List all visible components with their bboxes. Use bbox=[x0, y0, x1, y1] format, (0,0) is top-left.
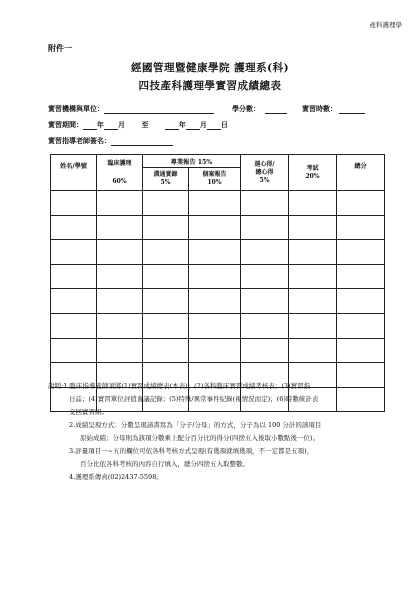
table-row bbox=[51, 264, 385, 289]
note-1-line-a: 說明:1.臨床指導老師須將(1)實習成績總表(本表)；(2)各科臨床實習成績考核表；(3)實習指 bbox=[48, 382, 311, 390]
table-cell[interactable] bbox=[189, 215, 241, 240]
end-month-blank[interactable] bbox=[186, 121, 200, 130]
end-year-blank[interactable] bbox=[165, 121, 179, 130]
table-cell[interactable] bbox=[241, 264, 289, 289]
period-field bbox=[48, 120, 228, 130]
institution-field bbox=[48, 104, 214, 114]
table-cell[interactable] bbox=[241, 215, 289, 240]
table-cell[interactable] bbox=[51, 313, 97, 338]
page-subtitle: 四技產科護理學實習成績總表 bbox=[138, 80, 282, 92]
table-cell[interactable] bbox=[51, 338, 97, 363]
table-cell[interactable] bbox=[337, 215, 385, 240]
col-weekly-header: 週心得/ 總心得 5% bbox=[241, 155, 289, 191]
start-month-blank[interactable] bbox=[104, 121, 118, 130]
table-cell[interactable] bbox=[51, 240, 97, 265]
hours-label: 實習時數： bbox=[302, 104, 337, 113]
table-cell[interactable] bbox=[189, 264, 241, 289]
year-unit: 年 bbox=[97, 120, 104, 129]
table-cell[interactable] bbox=[241, 313, 289, 338]
table-cell[interactable] bbox=[97, 264, 143, 289]
table-cell[interactable] bbox=[241, 289, 289, 314]
month-unit-end: 月 bbox=[199, 120, 207, 129]
note-3-line-a: 3.評量項目一~五的欄位可依各科考核方式呈現(有幾項就填幾項，不一定都是五項)， bbox=[69, 447, 314, 455]
table-cell[interactable] bbox=[97, 338, 143, 363]
teacher-sign-field bbox=[48, 136, 173, 146]
table-cell[interactable] bbox=[189, 240, 241, 265]
table-cell[interactable] bbox=[289, 313, 337, 338]
grade-table bbox=[50, 154, 385, 412]
table-cell[interactable] bbox=[241, 338, 289, 363]
day-unit: 日 bbox=[220, 120, 228, 129]
table-row bbox=[51, 338, 385, 363]
col-comm-header: 溝通實錄 5% bbox=[143, 168, 189, 191]
table-cell[interactable] bbox=[189, 289, 241, 314]
table-row bbox=[51, 289, 385, 314]
note-1-line-b: 日誌；(4)實習單位評值會議記錄；(5)特殊/異常事件紀錄(視情況而定)；(6)時數統計表 bbox=[69, 395, 319, 403]
note-2-line-a: 2.成績呈現方式：分數呈現請書寫為「分子/分母」的方式，分子為以 100 分計的該項目 bbox=[69, 421, 322, 429]
table-cell[interactable] bbox=[289, 289, 337, 314]
table-cell[interactable] bbox=[289, 338, 337, 363]
annex-label: 附件一 bbox=[48, 43, 72, 53]
table-cell[interactable] bbox=[51, 215, 97, 240]
table-cell[interactable] bbox=[337, 313, 385, 338]
table-cell[interactable] bbox=[241, 191, 289, 216]
table-cell[interactable] bbox=[143, 191, 189, 216]
table-cell[interactable] bbox=[51, 289, 97, 314]
note-1-line-c: 交回實習組。 bbox=[69, 408, 108, 416]
table-cell[interactable] bbox=[289, 240, 337, 265]
end-day-blank[interactable] bbox=[207, 121, 221, 130]
credits-label: 學分數： bbox=[232, 104, 260, 113]
table-cell[interactable] bbox=[143, 215, 189, 240]
table-row bbox=[51, 313, 385, 338]
table-cell[interactable] bbox=[143, 313, 189, 338]
credits-blank[interactable] bbox=[265, 105, 287, 114]
col-exam-header: 考試 20% bbox=[289, 155, 337, 191]
table-cell[interactable] bbox=[289, 215, 337, 240]
table-cell[interactable] bbox=[143, 240, 189, 265]
table-cell[interactable] bbox=[143, 338, 189, 363]
col-clinical-header: 臨床護理 60% bbox=[97, 155, 143, 191]
teacher-sign-blank[interactable] bbox=[111, 137, 173, 146]
table-cell[interactable] bbox=[97, 215, 143, 240]
table-row bbox=[51, 191, 385, 216]
table-cell[interactable] bbox=[189, 313, 241, 338]
header-row-1 bbox=[51, 155, 385, 168]
period-label: 實習期間： bbox=[48, 120, 83, 129]
institution-blank[interactable] bbox=[104, 105, 214, 114]
note-2-line-b: 原始成績；分母則為該項分數乘上配分百分比的得分(四捨五入後取小數點後一位)。 bbox=[80, 434, 320, 442]
col-case-header: 個案報告 10% bbox=[189, 168, 241, 191]
hours-field bbox=[302, 104, 365, 114]
teacher-sign-label: 實習指導老師簽名： bbox=[48, 136, 111, 145]
start-year-blank[interactable] bbox=[83, 121, 97, 130]
notes-section bbox=[48, 380, 393, 484]
table-cell[interactable] bbox=[337, 338, 385, 363]
year-unit-end: 年 bbox=[178, 120, 186, 129]
table-cell[interactable] bbox=[337, 289, 385, 314]
hours-blank[interactable] bbox=[339, 105, 365, 114]
table-cell[interactable] bbox=[189, 191, 241, 216]
to-label: 至 bbox=[141, 120, 149, 129]
table-cell[interactable] bbox=[289, 191, 337, 216]
table-cell[interactable] bbox=[51, 191, 97, 216]
credits-field bbox=[232, 104, 287, 114]
table-cell[interactable] bbox=[143, 289, 189, 314]
table-cell[interactable] bbox=[97, 313, 143, 338]
table-cell[interactable] bbox=[143, 264, 189, 289]
table-cell[interactable] bbox=[241, 240, 289, 265]
note-4: 4.護理系傳真(02)2437-5598。 bbox=[69, 473, 163, 481]
table-cell[interactable] bbox=[337, 240, 385, 265]
month-unit: 月 bbox=[118, 120, 125, 129]
table-cell[interactable] bbox=[97, 240, 143, 265]
table-cell[interactable] bbox=[51, 264, 97, 289]
header-course-label: 產科護理學 bbox=[369, 21, 402, 29]
table-row bbox=[51, 215, 385, 240]
table-cell[interactable] bbox=[97, 191, 143, 216]
institution-label: 實習機構與單位： bbox=[48, 104, 104, 113]
table-cell[interactable] bbox=[189, 338, 241, 363]
table-cell[interactable] bbox=[337, 264, 385, 289]
table-cell[interactable] bbox=[97, 289, 143, 314]
col-report-group-header: 專業報告 15% bbox=[143, 155, 241, 168]
note-3-line-b: 百分比依各科考核的內容自行填入，總分四捨五入取整數。 bbox=[80, 460, 249, 468]
table-row bbox=[51, 240, 385, 265]
grade-table-body bbox=[51, 191, 385, 412]
table-cell[interactable] bbox=[289, 264, 337, 289]
page-title: 經國管理暨健康學院 護理系(科) bbox=[130, 62, 290, 74]
col-name-header: 姓名/學號 bbox=[51, 155, 97, 191]
col-total-header: 總分 bbox=[337, 155, 385, 191]
table-cell[interactable] bbox=[337, 191, 385, 216]
